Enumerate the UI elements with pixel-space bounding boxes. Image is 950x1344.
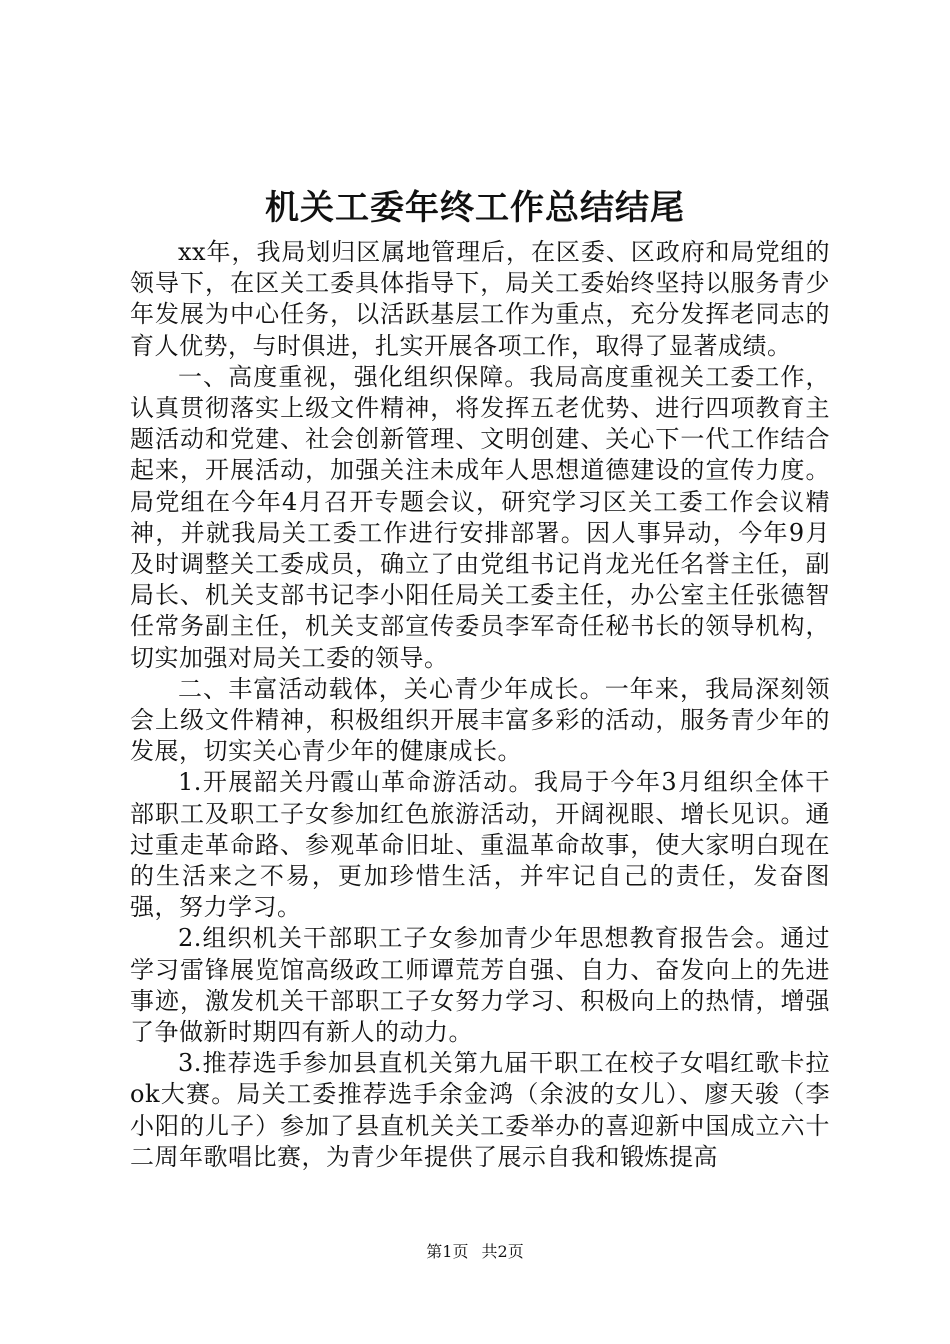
document-body (130, 237, 830, 1173)
paragraph-item-2: 2.组织机关干部职工子女参加青少年思想教育报告会。通过学习雷锋展览馆高级政工师谭荒芳自强、自力、奋发向上的先进事迹，激发机关干部职工子女努力学习、积极向上的热情，增强了争做新时期四有新人的动力。 (130, 924, 830, 1047)
paragraph-item-1: 1.开展韶关丹霞山革命游活动。我局于今年3月组织全体干部职工及职工子女参加红色旅游活动，开阔视眼、增长见识。通过重走革命路、参观革命旧址、重温革命故事，使大家明白现在的生活来之不易，更加珍惜生活，并牢记自己的责任，发奋图强，努力学习。 (130, 768, 830, 922)
paragraph-item-3: 3.推荐选手参加县直机关第九届干职工在校子女唱红歌卡拉ok大赛。局关工委推荐选手余金鸿（余波的女儿）、廖天骏（李小阳的儿子）参加了县直机关关工委举办的喜迎新中国成立六十二周年歌唱比赛，为青少年提供了展示自我和锻炼提高 (130, 1049, 830, 1171)
paragraph-intro: xx年，我局划归区属地管理后，在区委、区政府和局党组的领导下，在区关工委具体指导下，局关工委始终坚持以服务青少年发展为中心任务，以活跃基层工作为重点，充分发挥老同志的育人优势，与时俱进，扎实开展各项工作，取得了显著成绩。 (130, 238, 830, 360)
document-title: 机关工委年终工作总结结尾 (265, 188, 685, 228)
page-number: 第1页 (426, 1242, 469, 1261)
paragraph-section-1: 一、高度重视，强化组织保障。我局高度重视关工委工作，认真贯彻落实上级文件精神，将发挥五老优势、进行四项教育主题活动和党建、社会创新管理、文明创建、关心下一代工作结合起来，开展活动，加强关注未成年人思想道德建设的宣传力度。局党组在今年4月召开专题会议，研究学习区关工委工作会议精神，并就我局关工委工作进行安排部署。因人事异动，今年9月及时调整关工委成员，确立了由党组书记肖龙光任名誉主任，副局长、机关支部书记李小阳任局关工委主任，办公室主任张德智任常务副主任，机关支部宣传委员李军奇任秘书长的领导机构，切实加强对局关工委的领导。 (130, 362, 830, 672)
page-footer (0, 1240, 950, 1264)
page-total: 共2页 (481, 1242, 524, 1261)
paragraph-section-2: 二、丰富活动载体，关心青少年成长。一年来，我局深刻领会上级文件精神，积极组织开展丰富多彩的活动，服务青少年的发展，切实关心青少年的健康成长。 (130, 674, 830, 766)
